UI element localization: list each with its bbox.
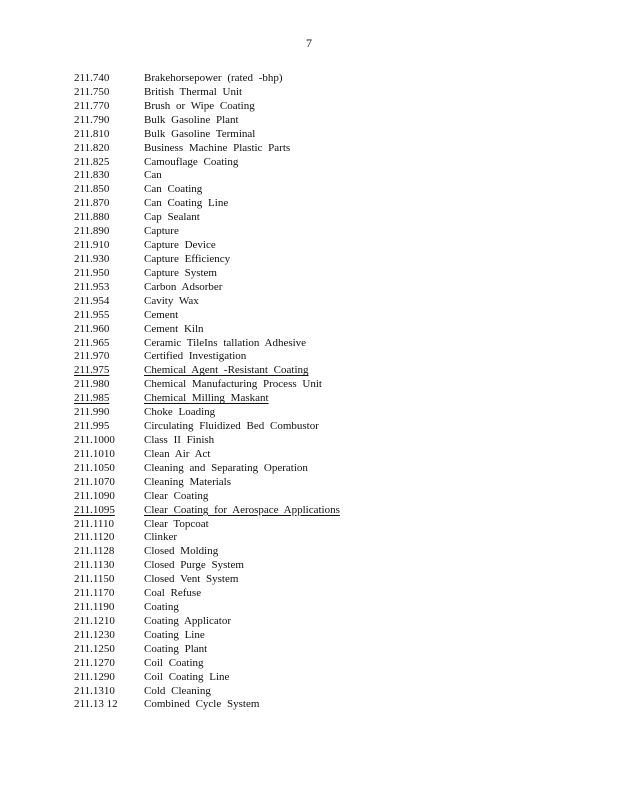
list-item	[74, 183, 404, 197]
list-item	[74, 587, 404, 601]
list-item	[74, 448, 404, 462]
section-number: 211.980	[74, 378, 110, 391]
section-number: 211.850	[74, 183, 110, 196]
list-item	[74, 309, 404, 323]
defined-term: Coating Line	[144, 628, 205, 641]
section-number: 211.870	[74, 197, 110, 210]
defined-term: Clear Coating for Aerospace Applications	[144, 503, 340, 516]
list-item	[74, 490, 404, 504]
list-item	[74, 476, 404, 490]
list-item	[74, 156, 404, 170]
section-number: 211.750	[74, 85, 110, 98]
section-number: 211.1000	[74, 433, 115, 446]
defined-term: Can	[144, 169, 162, 182]
section-number: 211.1210	[74, 614, 115, 627]
section-number: 211.1270	[74, 656, 115, 669]
defined-term: Bulk Gasoline Terminal	[144, 127, 256, 140]
list-item	[74, 142, 404, 156]
defined-term: Closed Vent System	[144, 573, 239, 586]
defined-term: Camouflage Coating	[144, 155, 239, 168]
list-item	[74, 225, 404, 239]
section-number: 211.1050	[74, 461, 115, 474]
list-item	[74, 323, 404, 337]
section-number: 211.1010	[74, 447, 115, 460]
defined-term: Coal Refuse	[144, 587, 202, 600]
defined-term: Clear Topcoat	[144, 517, 209, 530]
section-number: 211.1310	[74, 684, 115, 697]
defined-term: Capture System	[144, 266, 217, 279]
defined-term: Capture	[144, 225, 179, 238]
defined-term: Business Machine Plastic Parts	[144, 141, 291, 154]
defined-term: Circulating Fluidized Bed Combustor	[144, 420, 319, 433]
section-number: 211.953	[74, 280, 110, 293]
section-number: 211.1150	[74, 573, 115, 586]
section-number: 211.820	[74, 141, 110, 154]
defined-term: Coating	[144, 601, 179, 614]
list-item	[74, 504, 404, 518]
defined-term: Clinker	[144, 531, 177, 544]
section-number: 211.825	[74, 155, 110, 168]
section-number: 211.810	[74, 127, 110, 140]
defined-term: Choke Loading	[144, 406, 216, 419]
list-item	[74, 267, 404, 281]
defined-term: Brakehorsepower (rated -bhp)	[144, 72, 283, 84]
section-number: 211.1120	[74, 531, 115, 544]
list-item	[74, 420, 404, 434]
defined-term: Chemical Milling Maskant	[144, 392, 269, 405]
list-item	[74, 211, 404, 225]
list-item	[74, 657, 404, 671]
section-number: 211.1230	[74, 628, 115, 641]
section-number: 211.1190	[74, 601, 115, 614]
defined-term: Brush or Wipe Coating	[144, 99, 255, 112]
section-number: 211.1290	[74, 670, 115, 683]
list-item	[74, 685, 404, 699]
list-item	[74, 392, 404, 406]
section-number: 211.1130	[74, 559, 115, 572]
defined-term: Certified Investigation	[144, 350, 247, 363]
section-number: 211.880	[74, 211, 110, 224]
list-item	[74, 434, 404, 448]
list-item	[74, 615, 404, 629]
defined-term: Closed Purge System	[144, 559, 244, 572]
section-number: 211.790	[74, 113, 110, 126]
section-number: 211.1095	[74, 503, 115, 516]
list-item	[74, 197, 404, 211]
section-number: 211.910	[74, 239, 110, 252]
defined-term: Clear Coating	[144, 489, 209, 502]
list-item	[74, 337, 404, 351]
list-item	[74, 350, 404, 364]
defined-term: Closed Molding	[144, 545, 219, 558]
definition-index-list	[74, 72, 404, 712]
section-number: 211.930	[74, 252, 110, 265]
page-number: 7	[306, 36, 312, 50]
defined-term: Coil Coating Line	[144, 670, 230, 683]
section-number: 211.975	[74, 364, 110, 377]
list-item	[74, 128, 404, 142]
section-number: 211.1128	[74, 545, 115, 558]
section-number: 211.13 12	[74, 698, 118, 711]
list-item	[74, 629, 404, 643]
list-item	[74, 253, 404, 267]
list-item	[74, 295, 404, 309]
section-number: 211.770	[74, 99, 110, 112]
defined-term: Cavity Wax	[144, 294, 199, 307]
defined-term: Cleaning Materials	[144, 475, 232, 488]
list-item	[74, 114, 404, 128]
list-item	[74, 559, 404, 573]
defined-term: Capture Efficiency	[144, 252, 231, 265]
section-number: 211.950	[74, 266, 110, 279]
list-item	[74, 86, 404, 100]
section-number: 211.1170	[74, 587, 115, 600]
list-item	[74, 671, 404, 685]
defined-term: Cleaning and Separating Operation	[144, 461, 308, 474]
defined-term: Cold Cleaning	[144, 684, 211, 697]
defined-term: Combined Cycle System	[144, 698, 260, 711]
section-number: 211.985	[74, 392, 110, 405]
list-item	[74, 100, 404, 114]
defined-term: British Thermal Unit	[144, 85, 243, 98]
section-number: 211.830	[74, 169, 110, 182]
list-item	[74, 601, 404, 615]
list-item	[74, 364, 404, 378]
section-number: 211.740	[74, 72, 110, 84]
defined-term: Coating Plant	[144, 642, 208, 655]
list-item	[74, 531, 404, 545]
section-number: 211.955	[74, 308, 110, 321]
defined-term: Chemical Agent -Resistant Coating	[144, 364, 309, 377]
list-item	[74, 281, 404, 295]
section-number: 211.970	[74, 350, 110, 363]
defined-term: Coil Coating	[144, 656, 204, 669]
list-item	[74, 698, 404, 712]
section-number: 211.995	[74, 420, 110, 433]
defined-term: Ceramic TileIns tallation Adhesive	[144, 336, 307, 349]
defined-term: Cement Kiln	[144, 322, 204, 335]
defined-term: Bulk Gasoline Plant	[144, 113, 239, 126]
list-item	[74, 406, 404, 420]
section-number: 211.954	[74, 294, 110, 307]
defined-term: Can Coating	[144, 183, 203, 196]
list-item	[74, 72, 404, 86]
list-item	[74, 239, 404, 253]
section-number: 211.1250	[74, 642, 115, 655]
section-number: 211.890	[74, 225, 110, 238]
section-number: 211.990	[74, 406, 110, 419]
list-item	[74, 169, 404, 183]
defined-term: Class II Finish	[144, 433, 215, 446]
list-item	[74, 518, 404, 532]
section-number: 211.1090	[74, 489, 115, 502]
section-number: 211.965	[74, 336, 110, 349]
section-number: 211.1110	[74, 517, 115, 530]
list-item	[74, 573, 404, 587]
defined-term: Coating Applicator	[144, 614, 232, 627]
list-item	[74, 462, 404, 476]
section-number: 211.960	[74, 322, 110, 335]
defined-term: Cap Sealant	[144, 211, 200, 224]
defined-term: Can Coating Line	[144, 197, 229, 210]
list-item	[74, 643, 404, 657]
list-item	[74, 378, 404, 392]
defined-term: Chemical Manufacturing Process Unit	[144, 378, 322, 391]
list-item	[74, 545, 404, 559]
defined-term: Clean Air Act	[144, 447, 211, 460]
defined-term: Cement	[144, 308, 179, 321]
defined-term: Capture Device	[144, 239, 216, 252]
defined-term: Carbon Adsorber	[144, 280, 223, 293]
section-number: 211.1070	[74, 475, 115, 488]
